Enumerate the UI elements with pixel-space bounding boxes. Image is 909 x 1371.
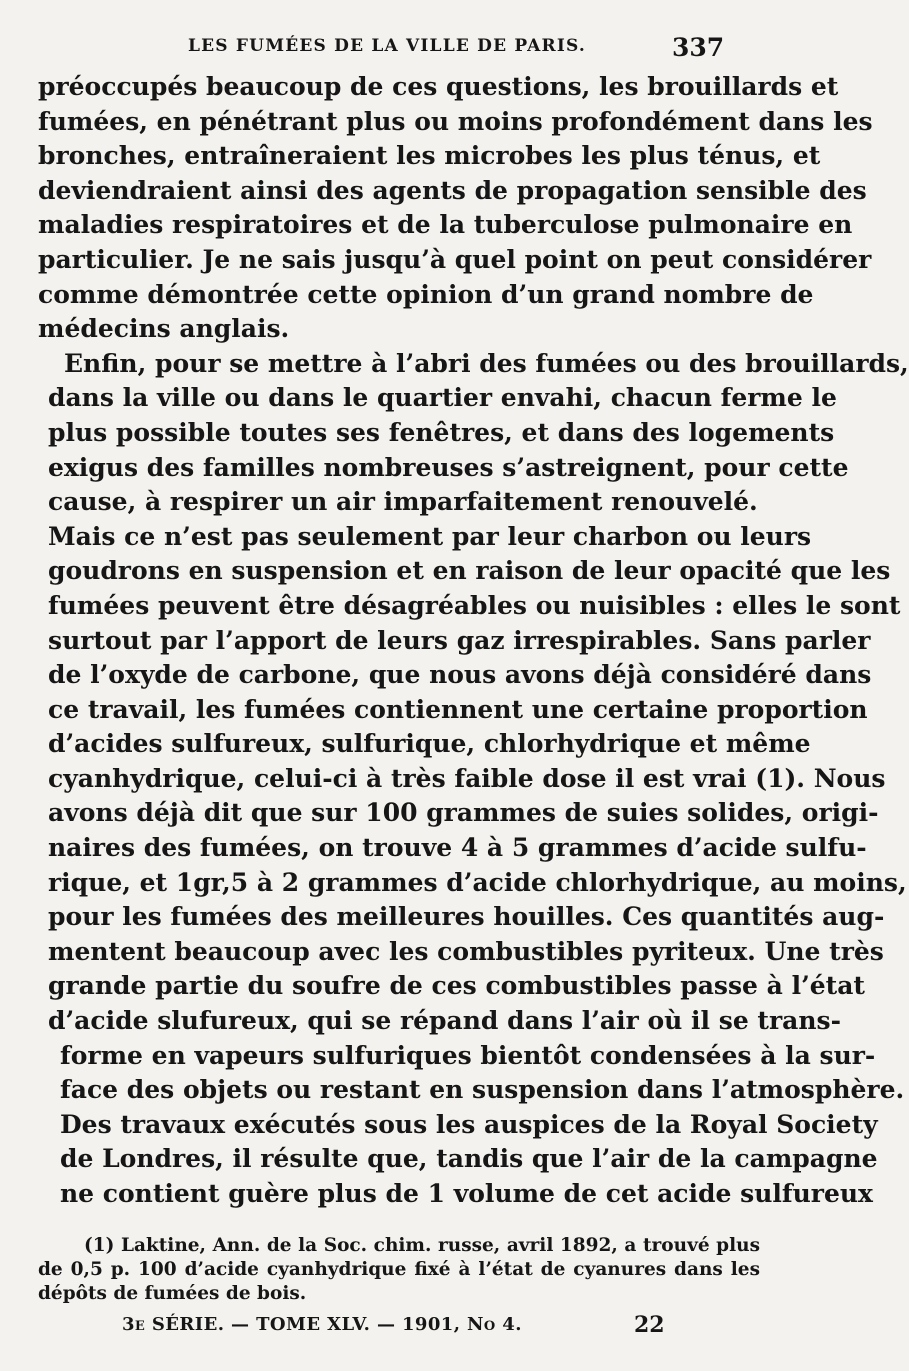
text-line: préoccupés beaucoup de ces questions, les brouillards et bbox=[38, 72, 839, 101]
page-footer bbox=[0, 1312, 800, 1342]
paragraph-start-line: Enfin, pour se mettre à l’abri des fumées ou des brouillards, bbox=[64, 348, 909, 378]
text-line: deviendraient ainsi des agents de propagation sensible des bbox=[38, 175, 867, 205]
footnote-line: dépôts de fumées de bois. bbox=[38, 1283, 307, 1304]
text-line: cyanhydrique, celui-ci à très faible dose il est vrai (1). Nous bbox=[48, 763, 886, 793]
text-line: d’acide slufureux, qui se répand dans l’air où il se trans- bbox=[48, 1006, 841, 1036]
footnote-line: de 0,5 p. 100 d’acide cyanhydrique fixé à l’état de cyanures dans les bbox=[38, 1259, 760, 1280]
text-line: goudrons en suspension et en raison de leur opacité que les bbox=[48, 556, 891, 586]
text-line: ne contient guère plus de 1 volume de cet acide sulfureux bbox=[60, 1179, 873, 1208]
text-line: cause, à respirer un air imparfaitement renouvelé. bbox=[48, 487, 758, 517]
footnote bbox=[38, 1234, 760, 1306]
text-line: exigus des familles nombreuses s’astreignent, pour cette bbox=[48, 452, 849, 482]
text-line: grande partie du soufre de ces combustibles passe à l’état bbox=[48, 971, 865, 1001]
text-line: bronches, entraîneraient les microbes les plus ténus, et bbox=[38, 141, 821, 171]
text-line: maladies respiratoires et de la tuberculose pulmonaire en bbox=[38, 210, 853, 240]
text-line: naires des fumées, on trouve 4 à 5 grammes d’acide sulfu- bbox=[48, 833, 867, 863]
text-line: de Londres, il résulte que, tandis que l’air de la campagne bbox=[60, 1144, 878, 1174]
text-line: avons déjà dit que sur 100 grammes de suies solides, origi- bbox=[48, 798, 879, 828]
body-text bbox=[38, 70, 909, 1212]
text-line: pour les fumées des meilleures houilles. Ces quantités aug- bbox=[48, 902, 885, 932]
text-line: ce travail, les fumées contiennent une certaine proportion bbox=[48, 694, 868, 724]
page-header bbox=[0, 34, 800, 62]
text-line: plus possible toutes ses fenêtres, et dans des logements bbox=[48, 417, 835, 447]
footnote-line: (1) Laktine, Ann. de la Soc. chim. russe, avril 1892, a trouvé plus bbox=[84, 1235, 760, 1256]
paragraph-start-line: Mais ce n’est pas seulement par leur charbon ou leurs bbox=[48, 521, 812, 551]
text-line: de l’oxyde de carbone, que nous avons déjà considéré dans bbox=[48, 660, 872, 690]
text-line: forme en vapeurs sulfuriques bientôt condensées à la sur- bbox=[60, 1040, 876, 1070]
text-line: d’acides sulfureux, sulfurique, chlorhydrique et même bbox=[48, 729, 811, 759]
text-line: mentent beaucoup avec les combustibles pyriteux. Une très bbox=[48, 936, 884, 966]
text-line: surtout par l’apport de leurs gaz irrespirables. Sans parler bbox=[48, 625, 871, 655]
text-line: particulier. Je ne sais jusqu’à quel point on peut considérer bbox=[38, 244, 872, 274]
text-line: médecins anglais. bbox=[38, 314, 290, 344]
running-head: LES FUMÉES DE LA VILLE DE PARIS. bbox=[188, 36, 586, 56]
text-line: Des travaux exécutés sous les auspices de la Royal Society bbox=[60, 1109, 878, 1139]
series-info: 3e SÉRIE. — TOME XLV. — 1901, No 4. bbox=[122, 1314, 522, 1335]
text-line: fumées peuvent être désagréables ou nuisibles : elles le sont bbox=[48, 590, 901, 620]
text-line: dans la ville ou dans le quartier envahi, chacun ferme le bbox=[48, 383, 837, 413]
text-line: face des objets ou restant en suspension dans l’atmosphère. bbox=[60, 1075, 905, 1105]
signature-mark: 22 bbox=[634, 1312, 665, 1338]
text-line: rique, et 1gr,5 à 2 grammes d’acide chlorhydrique, au moins, bbox=[48, 867, 907, 897]
text-line: fumées, en pénétrant plus ou moins profondément dans les bbox=[38, 106, 873, 136]
text-line: comme démontrée cette opinion d’un grand nombre de bbox=[38, 279, 814, 309]
page-number: 337 bbox=[672, 33, 725, 62]
